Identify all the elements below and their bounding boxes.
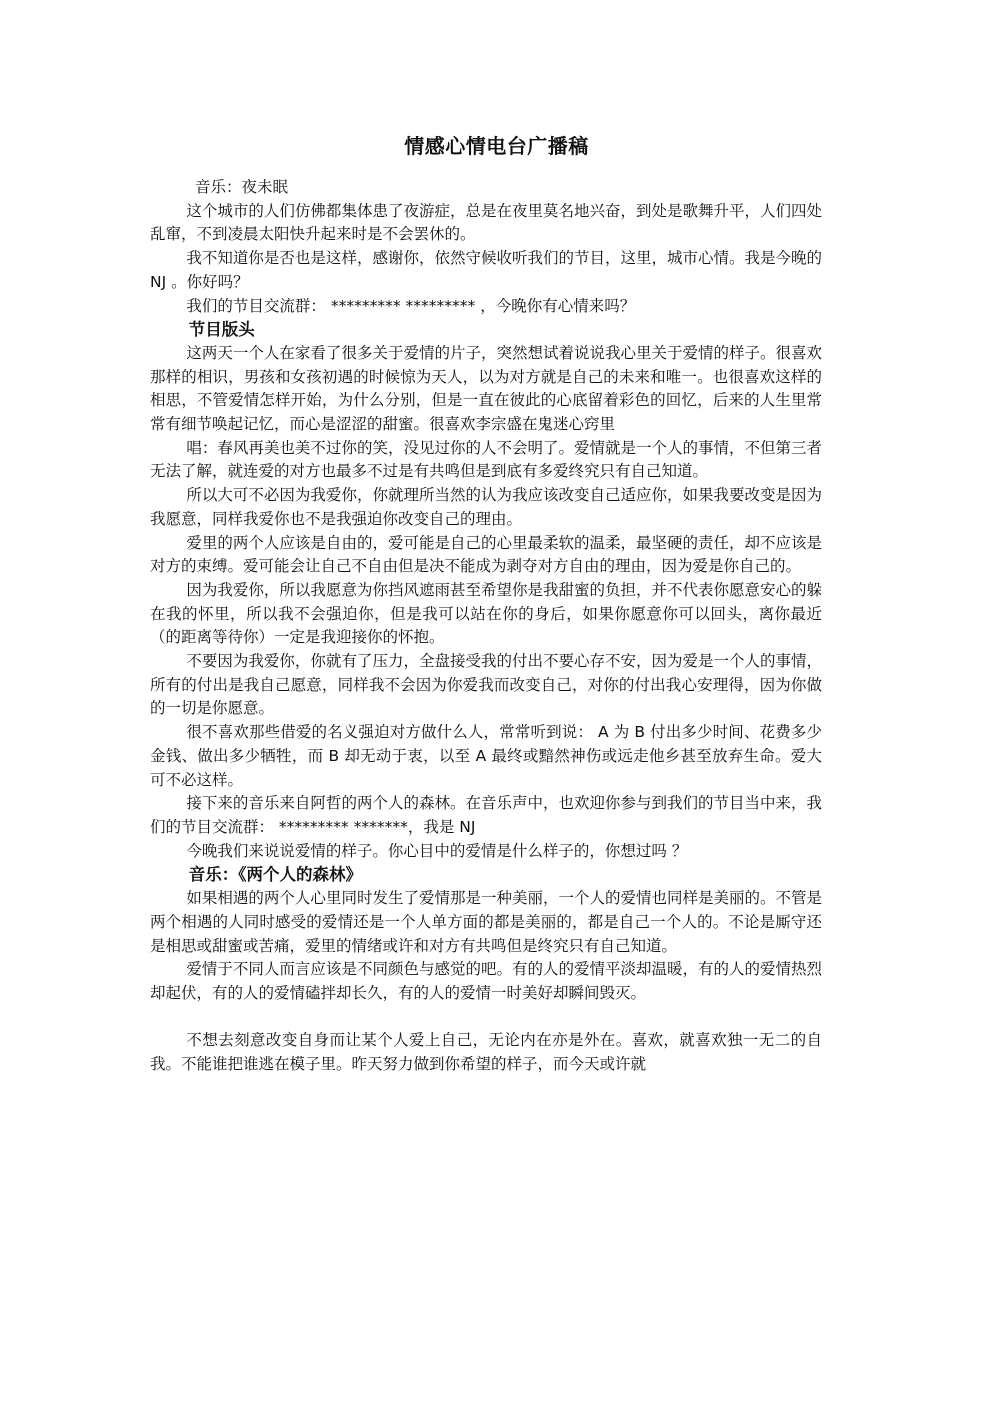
paragraph: 这个城市的人们仿佛都集体患了夜游症，总是在夜里莫名地兴奋，到处是歌舞升平，人们四处乱窜，不到凌晨太阳快升起来时是不会罢休的。 <box>150 201 822 244</box>
paragraph: 不要因为我爱你，你就有了压力，全盘接受我的付出不要心存不安，因为爱是一个人的事情，所有的付出是我自己愿意，同样我不会因为你爱我而改变自己，对你的付出我心安理得，因为你做的一切是你愿意。 <box>150 652 822 718</box>
paragraph: 所以大可不必因为我爱你，你就理所当然的认为我应该改变自己适应你，如果我要改变是因为我愿意，同样我爱你也不是我强迫你改变自己的理由。 <box>150 486 822 528</box>
paragraph: 唱：春风再美也美不过你的笑，没见过你的人不会明了。爱情就是一个人的事情，不但第三者无法了解，就连爱的对方也最多不过是有共鸣但是到底有多爱终究只有自己知道。 <box>150 438 822 481</box>
paragraph: 这两天一个人在家看了很多关于爱情的片子，突然想试着说说我心里关于爱情的样子。很喜欢那样的相识，男孩和女孩初遇的时候惊为天人，以为对方就是自己的未来和唯一。也很喜欢这样的相思，不管爱情怎样开始，为什么分别，但是一直在彼此的心底留着彩色的回忆，后来的人生里常常有细节唤起记忆，而心是涩涩的甜蜜。很喜欢李宗盛在鬼迷心窍里 <box>150 343 822 434</box>
paragraph: 今晚我们来说说爱情的样子。你心目中的爱情是什么样子的，你想过吗 ？ <box>186 841 688 860</box>
document-title: 情感心情电台广播稿 <box>404 134 589 158</box>
paragraph: 接下来的音乐来自阿哲的两个人的森林。在音乐声中，也欢迎你参与到我们的节目当中来，我们的节目交流群： ********* *******，我是 NJ <box>150 794 822 836</box>
paragraph: 爱情于不同人而言应该是不同颜色与感觉的吧。有的人的爱情平淡却温暖，有的人的爱情热烈却起伏，有的人的爱情磕拌却长久，有的人的爱情一时美好却瞬间毁灭。 <box>150 960 822 1002</box>
section-heading: 节目版头 <box>188 320 255 340</box>
paragraph: 爱里的两个人应该是自由的，爱可能是自己的心里最柔软的温柔，最坚硬的责任，却不应该是对方的束缚。爱可能会让自己不自由但是决不能成为剥夺对方自由的理由，因为爱是你自己的。 <box>150 533 822 576</box>
paragraph: 很不喜欢那些借爱的名义强迫对方做什么人，常常听到说： A 为 B 付出多少时间、花费多少金钱、做出多少牺牲，而 B 却无动于衷，以至 A 最终或黯然神伤或远走他乡甚至放弃生命。爱大可不必这样。 <box>150 723 822 789</box>
document-body <box>150 176 827 1077</box>
music-label: 音乐：夜未眠 <box>194 178 288 196</box>
paragraph: 不想去刻意改变自身而让某个人爱上自己，无论内在亦是外在。喜欢，就喜欢独一无二的自我。不能谁把谁逃在模子里。昨天努力做到你希望的样子，而今天或许就 <box>150 1031 822 1073</box>
paragraph: 我不知道你是否也是这样，感谢你，依然守候收听我们的节目，这里，城市心情。我是今晚的 NJ 。你好吗？ <box>150 249 827 291</box>
paragraph: 我们的节目交流群： ********* ********* ，今晚你有心情来吗？ <box>186 296 636 315</box>
paragraph: 因为我爱你，所以我愿意为你挡风遮雨甚至希望你是我甜蜜的负担，并不代表你愿意安心的躲在我的怀里，所以我不会强迫你，但是我可以站在你的身后，如果你愿意你可以回头，离你最近（的距离等待你）一定是我迎接你的怀抱。 <box>150 580 822 647</box>
section-heading: 音乐：《两个人的森林》 <box>188 865 363 885</box>
paragraph: 如果相遇的两个人心里同时发生了爱情那是一种美丽，一个人的爱情也同样是美丽的。不管是两个相遇的人同时感受的爱情还是一个人单方面的都是美丽的，都是自己一个人的。不论是厮守还是相思或甜蜜或苦痛，爱里的情绪或许和对方有共鸣但是终究只有自己知道。 <box>150 889 822 955</box>
